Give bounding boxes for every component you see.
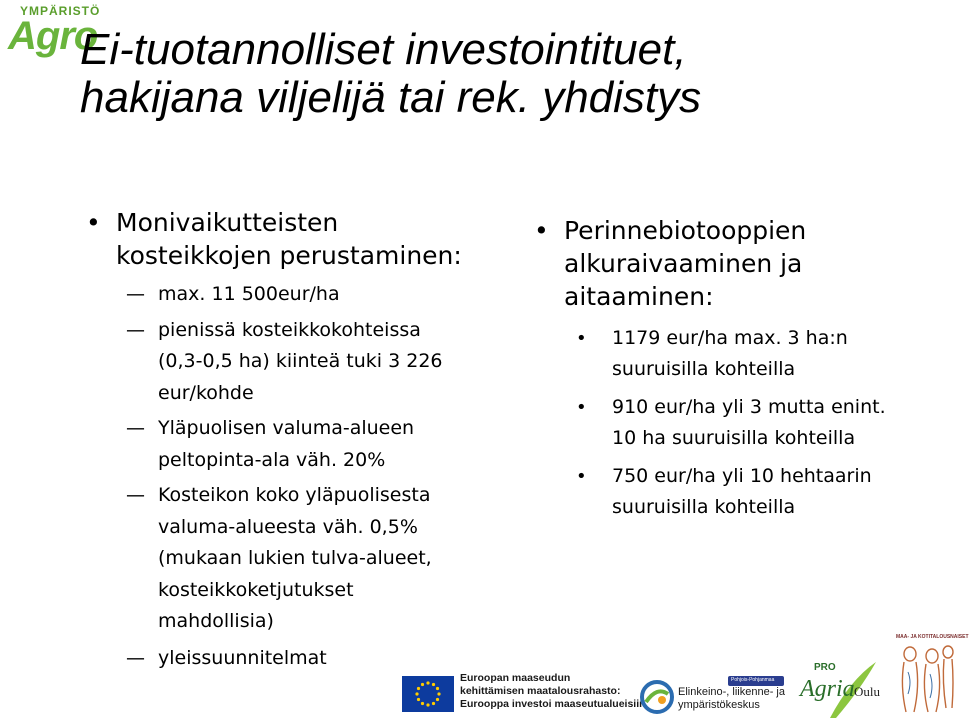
bullet-icon: • xyxy=(576,397,587,418)
list-item: — pienissä kosteikkokohteissa (0,3-0,5 ha) kiinteä tuki 3 226 eur/kohde xyxy=(86,315,506,410)
women-illustration-icon xyxy=(896,642,956,718)
logo-top-text: YMPÄRISTÖ xyxy=(20,4,101,18)
page-title xyxy=(80,26,940,122)
list-item: • 910 eur/ha yli 3 mutta enint. 10 ha suuruisilla kohteilla xyxy=(534,392,954,454)
bullet-icon: • xyxy=(576,466,587,487)
eu-stars-icon xyxy=(402,676,454,712)
dash-icon: — xyxy=(126,283,145,305)
ely-text: Elinkeino-, liikenne- ja ympäristökeskus xyxy=(678,686,785,711)
eu-fund-text: Euroopan maaseudun kehittämisen maatalousrahasto: Eurooppa investoi maaseutualueisiin xyxy=(460,672,646,710)
ely-logo-icon xyxy=(640,680,674,714)
list-item: • 1179 eur/ha max. 3 ha:n suuruisilla kohteilla xyxy=(534,323,954,385)
right-column xyxy=(534,214,954,523)
list-item: — Kosteikon koko yläpuolisesta valuma-alueesta väh. 0,5% (mukaan lukien tulva-alueet, kosteikkoketjutukset mahdollisia) xyxy=(86,480,506,638)
list-item: — Yläpuolisen valuma-alueen peltopinta-ala väh. 20% xyxy=(86,413,506,476)
list-item: — max. 11 500eur/ha xyxy=(86,279,506,311)
eu-flag-logo xyxy=(402,676,454,712)
list-item: • 750 eur/ha yli 10 hehtaarin suuruisilla kohteilla xyxy=(534,461,954,523)
proagria-logo: PRO Agria Oulu xyxy=(800,660,890,720)
title-line-1: Ei-tuotannolliset investointituet, xyxy=(80,25,687,74)
dash-icon: — xyxy=(126,646,145,669)
list-item: — yleissuunnitelmat xyxy=(86,643,506,675)
ely-region-badge: Pohjois-Pohjanmaa xyxy=(728,676,784,686)
bullet-icon: • xyxy=(86,208,101,237)
bullet-icon: • xyxy=(534,216,549,245)
bullet-icon: • xyxy=(576,328,587,349)
maa-ja-kotitalousnaiset-logo: MAA- JA KOTITALOUSNAISET xyxy=(896,634,956,718)
left-column xyxy=(86,206,506,674)
left-heading: • Monivaikutteisten kosteikkojen perustaminen: xyxy=(86,208,462,270)
right-heading: • Perinnebiotooppien alkuraivaaminen ja aitaaminen: xyxy=(534,216,807,311)
dash-icon: — xyxy=(126,484,145,506)
logo-main-text: Agro xyxy=(8,14,98,58)
dash-icon: — xyxy=(126,417,145,439)
dash-icon: — xyxy=(126,318,145,341)
title-line-2: hakijana viljelijä tai rek. yhdistys xyxy=(80,73,702,122)
